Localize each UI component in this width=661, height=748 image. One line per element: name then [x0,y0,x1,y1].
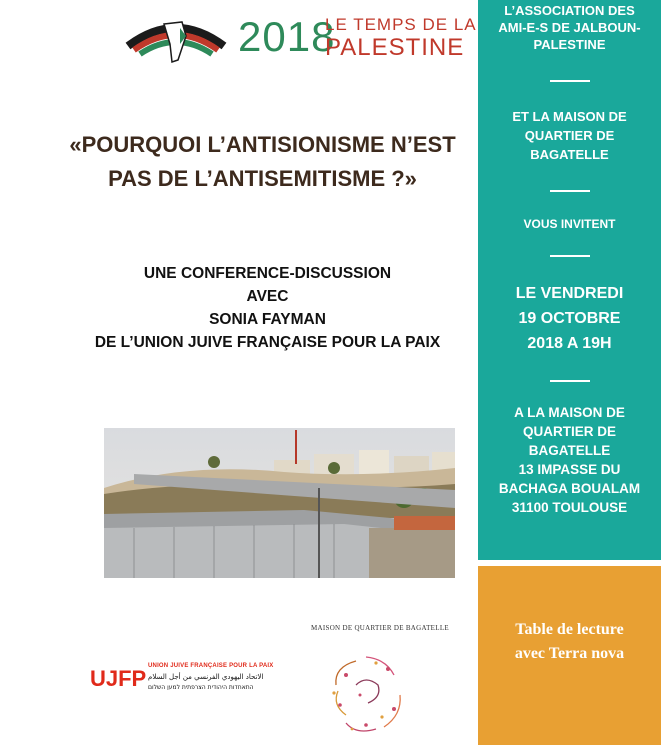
event-title [50,128,475,196]
conference-line: UNE CONFERENCE-DISCUSSION [143,265,392,282]
event-title-line: «POURQUOI L’ANTISIONISME N’EST [69,132,456,157]
panel-line: PALESTINE [533,37,606,52]
panel-line: AMI-E-S DE JALBOUN- [498,20,641,35]
conference-description [60,262,475,354]
event-location [478,403,661,517]
panel-line: L’ASSOCIATION DES [504,3,635,18]
panel-line: 13 IMPASSE DU [518,462,621,477]
panel-line: QUARTIER DE [524,128,615,143]
ujfp-hebrew-name: התאחדות היהודית הצרפתית למען השלום [148,684,254,691]
conference-line: SONIA FAYMAN [209,311,326,328]
divider [550,190,590,192]
panel-line: Table de lecture [515,621,624,638]
panel-line: 31100 TOULOUSE [511,500,628,515]
panel-line: 19 OCTOBRE [518,310,621,327]
festival-title-line2: PALESTINE [325,34,465,61]
ujfp-logo: UJFP [90,666,147,691]
conference-line: DE L’UNION JUIVE FRANÇAISE POUR LA PAIX [94,334,441,351]
reading-table-text [478,618,661,666]
event-date [478,281,661,356]
ujfp-arabic-name: الاتحاد اليهودي الفرنسي من أجل السلام [148,673,264,681]
panel-line: 2018 A 19H [527,335,612,352]
panel-line: avec Terra nova [514,645,625,662]
conference-line: AVEC [246,288,289,305]
invite-text: VOUS INVITENT [523,217,616,231]
maison-quartier-label: MAISON DE QUARTIER DE BAGATELLE [311,624,449,632]
separation-wall-photo [104,428,455,578]
festival-title-line1: LE TEMPS DE LA [325,15,477,34]
event-title-line: PAS DE L’ANTISEMITISME ?» [108,166,417,191]
panel-line: BAGATELLE [528,443,611,458]
reading-table-panel [478,566,661,745]
panel-line: BACHAGA BOUALAM [498,481,641,496]
maison-quartier-logo [316,645,416,743]
panel-line: QUARTIER DE [522,424,616,439]
panel-line: ET LA MAISON DE [512,109,627,124]
organizer-1 [478,2,661,53]
panel-line: LE VENDREDI [515,285,624,302]
ujfp-fullname: UNION JUIVE FRANÇAISE POUR LA PAIX [148,663,274,669]
divider [550,380,590,382]
panel-line: BAGATELLE [530,147,609,162]
festival-logo-mark [120,14,232,66]
organizer-2 [478,107,661,164]
festival-year: 2018 [238,13,336,60]
divider [550,80,590,82]
divider [550,255,590,257]
invitation-panel [478,0,661,560]
panel-line: A LA MAISON DE [514,405,625,420]
